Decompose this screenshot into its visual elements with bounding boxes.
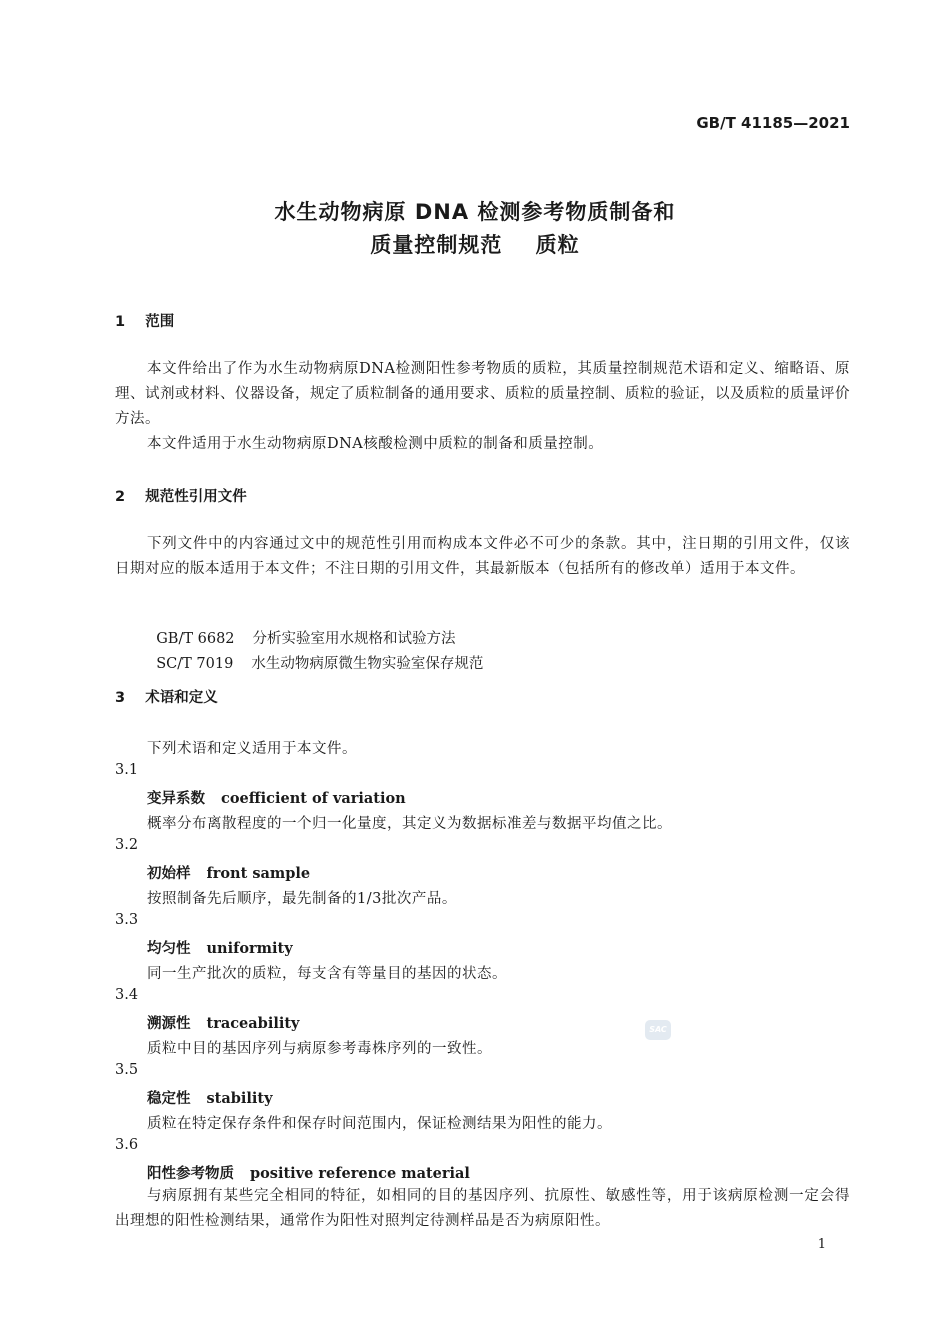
term-number: 3.2 — [115, 837, 139, 853]
term-title — [147, 1087, 273, 1108]
term-zh: 初始样 — [147, 866, 191, 882]
term-number: 3.1 — [115, 762, 139, 778]
term-zh: 稳定性 — [147, 1091, 191, 1107]
term-definition: 与病原拥有某些完全相同的特征，如相同的目的基因序列、抗原性、敏感性等，用于该病原检测一定会得出理想的阳性检测结果，通常作为阳性对照判定待测样品是否为病原阳性。 — [115, 1188, 850, 1229]
term-title — [147, 937, 293, 958]
term-title — [147, 787, 406, 808]
standard-code: GB/T 41185—2021 — [696, 114, 850, 132]
title-line-2: 质量控制规范 质粒 — [370, 233, 580, 257]
section-3-heading: 3 术语和定义 — [115, 690, 218, 706]
term-number: 3.5 — [115, 1062, 139, 1078]
document-title — [0, 196, 950, 262]
term-definition: 概率分布离散程度的一个归一化量度，其定义为数据标准差与数据平均值之比。 — [147, 816, 672, 832]
term-zh: 变异系数 — [147, 791, 205, 807]
term-title — [147, 862, 310, 883]
term-en: traceability — [206, 1015, 300, 1032]
reference-code: GB/T 6682 — [156, 631, 235, 647]
reference-title: 分析实验室用水规格和试验方法 — [252, 631, 456, 647]
page-number: 1 — [817, 1237, 826, 1252]
term-zh: 溯源性 — [147, 1016, 191, 1032]
term-definition: 同一生产批次的质粒，每支含有等量目的基因的状态。 — [147, 966, 507, 982]
reference-title: 水生动物病原微生物实验室保存规范 — [251, 656, 484, 672]
term-definition: 质粒中目的基因序列与病原参考毒株序列的一致性。 — [147, 1041, 492, 1057]
section-2-paragraph-1: 下列文件中的内容通过文中的规范性引用而构成本文件必不可少的条款。其中，注日期的引用文件，仅该日期对应的版本适用于本文件；不注日期的引用文件，其最新版本（包括所有的修改单）适用于本文件。 — [115, 536, 850, 577]
term-title — [147, 1162, 470, 1183]
term-en: uniformity — [206, 940, 293, 957]
term-title — [147, 1012, 299, 1033]
term-en: stability — [206, 1090, 273, 1107]
term-en: coefficient of variation — [221, 790, 406, 807]
sac-watermark-logo: SAC — [645, 1020, 671, 1040]
term-en: front sample — [206, 865, 311, 882]
section-2-heading: 2 规范性引用文件 — [115, 489, 247, 505]
term-zh: 阳性参考物质 — [147, 1166, 234, 1182]
section-3-intro: 下列术语和定义适用于本文件。 — [147, 741, 357, 757]
title-line-1: 水生动物病原 DNA 检测参考物质制备和 — [274, 200, 676, 224]
term-number: 3.6 — [115, 1137, 139, 1153]
term-definition: 质粒在特定保存条件和保存时间范围内，保证检测结果为阳性的能力。 — [147, 1116, 612, 1132]
reference-code: SC/T 7019 — [156, 656, 234, 672]
term-zh: 均匀性 — [147, 941, 191, 957]
section-1-heading: 1 范围 — [115, 314, 175, 330]
section-1-paragraph-1: 本文件给出了作为水生动物病原DNA检测阳性参考物质的质粒，其质量控制规范术语和定义、缩略语、原理、试剂或材料、仪器设备，规定了质粒制备的通用要求、质粒的质量控制、质粒的验证，以及质粒的质量评价方法。 — [115, 361, 850, 427]
term-number: 3.4 — [115, 987, 139, 1003]
section-1-paragraph-2: 本文件适用于水生动物病原DNA核酸检测中质粒的制备和质量控制。 — [147, 436, 604, 452]
reference-item — [147, 636, 483, 673]
term-en: positive reference material — [250, 1165, 470, 1182]
term-number: 3.3 — [115, 912, 139, 928]
term-definition: 按照制备先后顺序，最先制备的1/3批次产品。 — [147, 891, 457, 907]
